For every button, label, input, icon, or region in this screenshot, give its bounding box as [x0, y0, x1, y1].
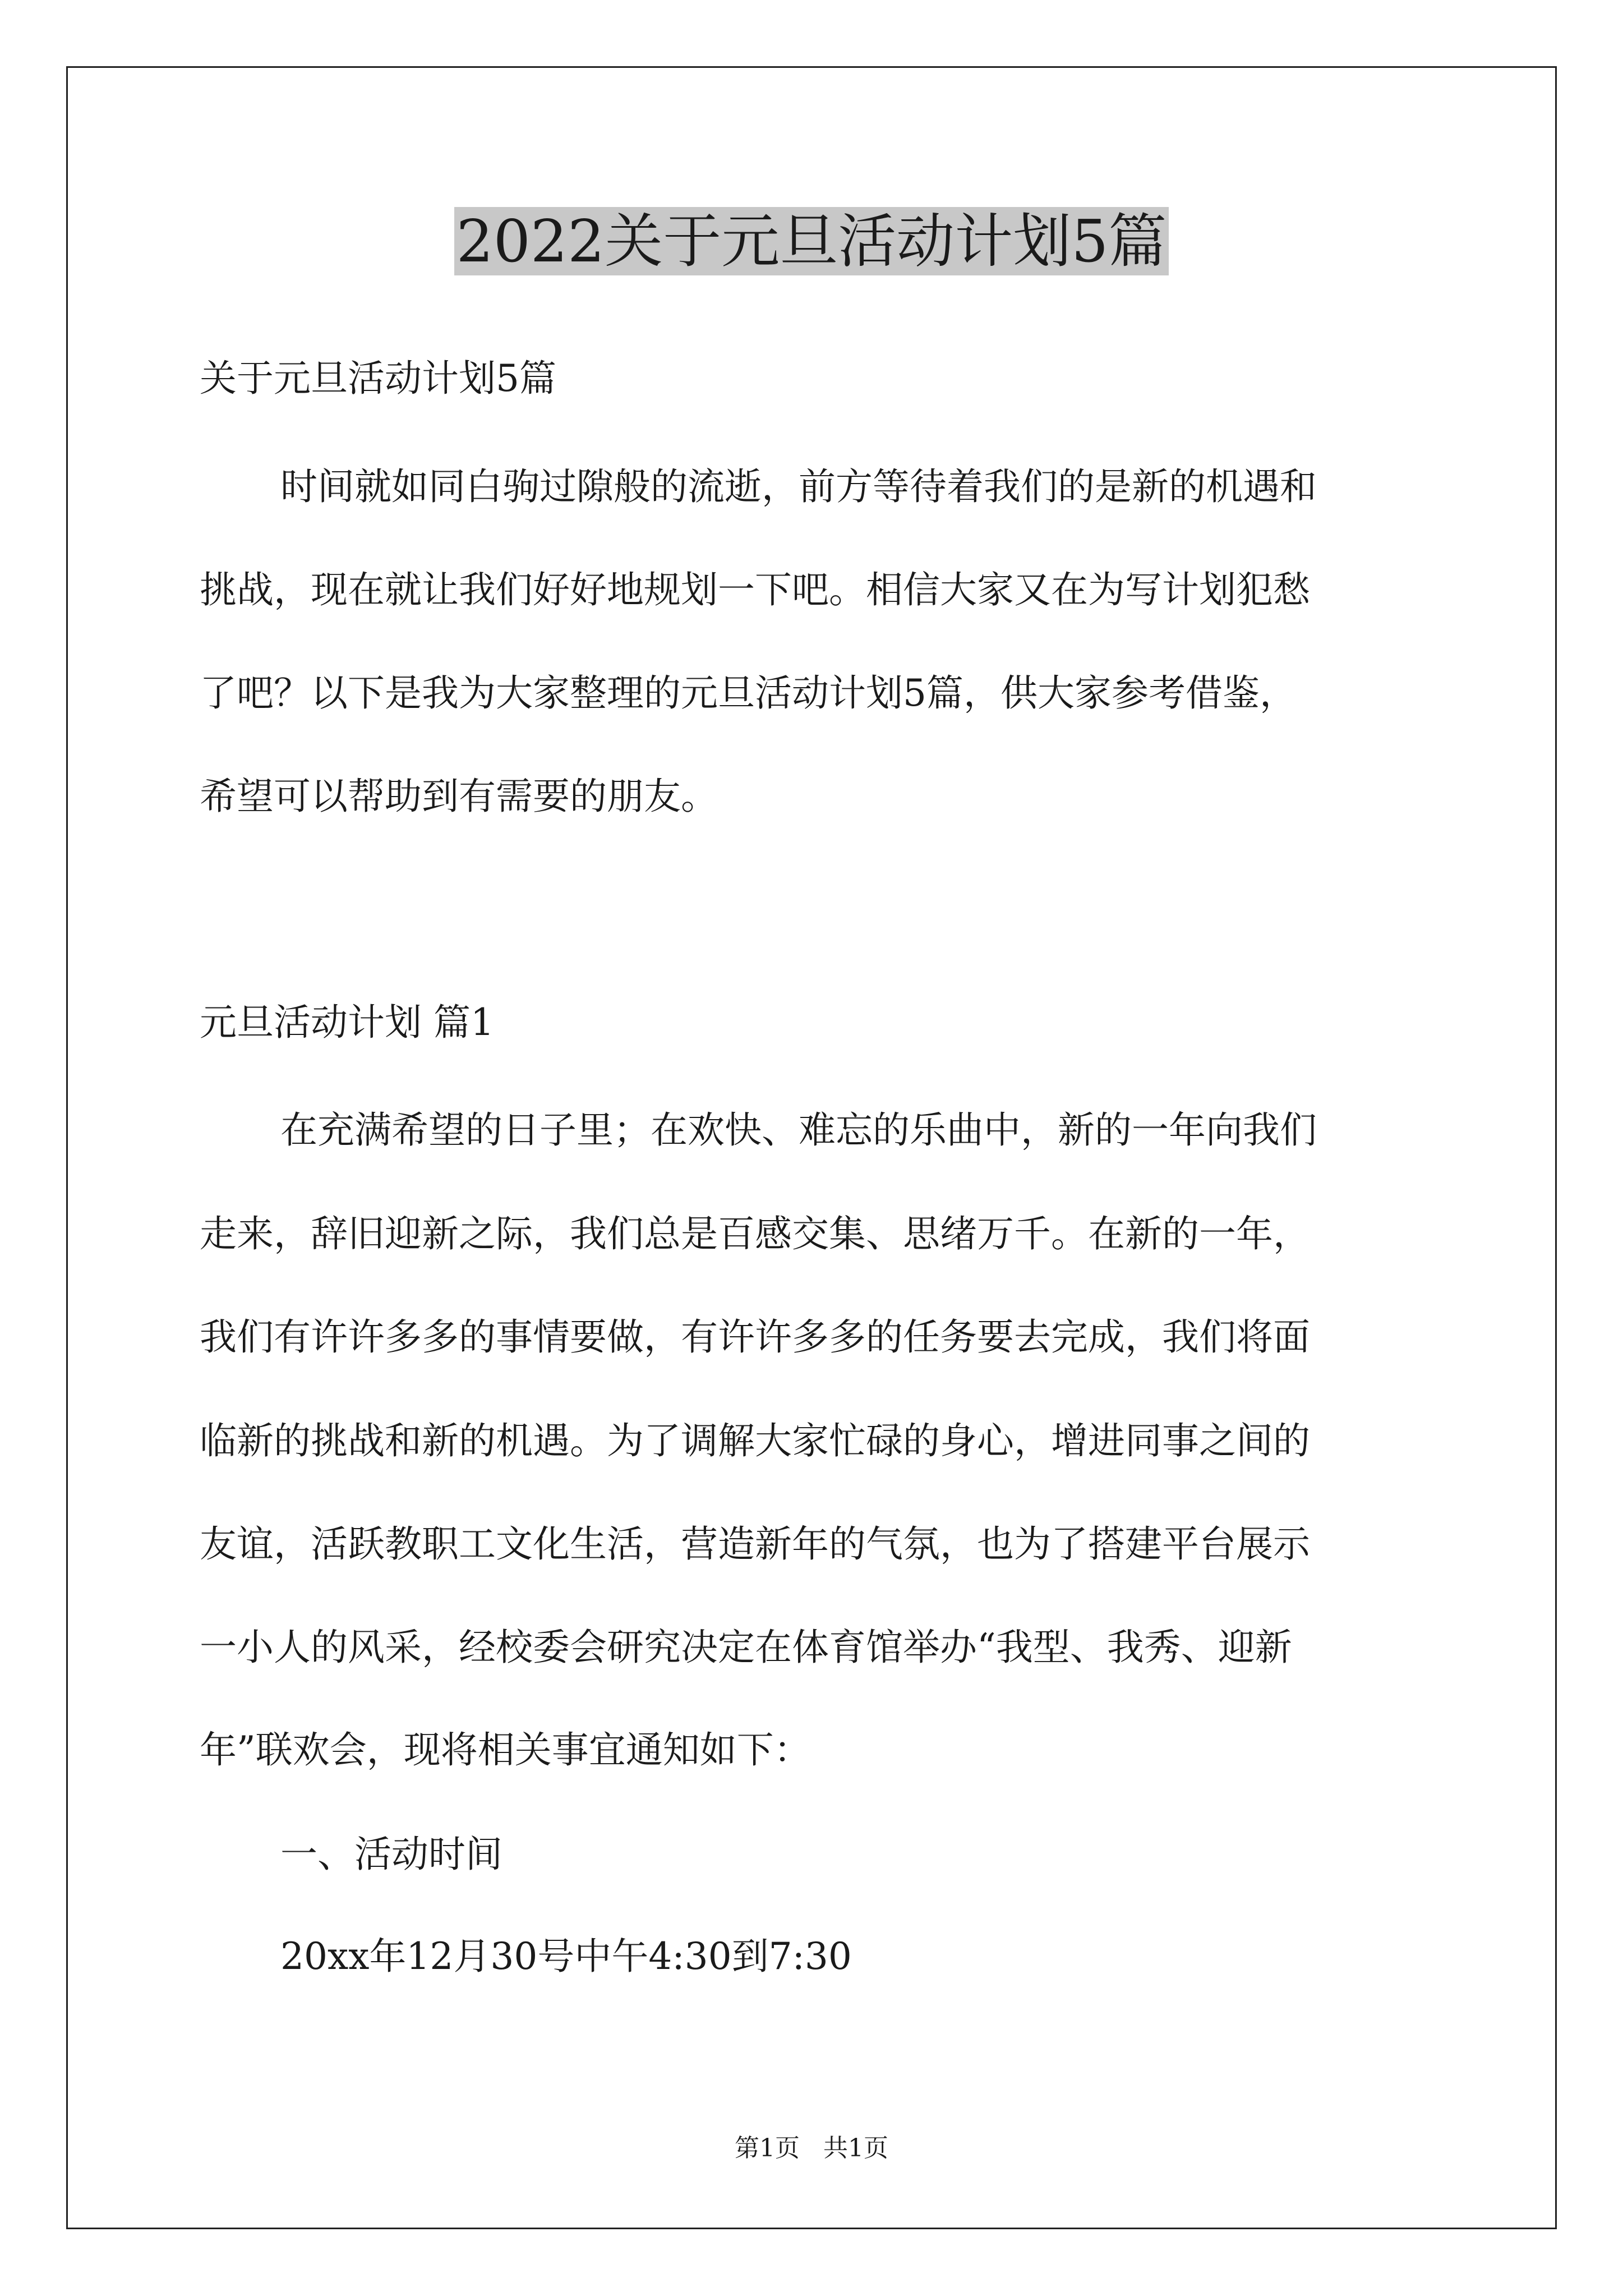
body-line: 友谊，活跃教职工文化生活，营造新年的气氛，也为了搭建平台展示	[200, 1522, 1310, 1566]
body-line: 年”联欢会，现将相关事宜通知如下：	[200, 1728, 811, 1772]
intro-line: 了吧？以下是我为大家整理的元旦活动计划5篇，供大家参考借鉴，	[200, 671, 1297, 715]
body-line: 在充满希望的日子里；在欢快、难忘的乐曲中，新的一年向我们	[280, 1108, 1317, 1152]
body-line: 一小人的风采，经校委会研究决定在体育馆举办“我型、我秀、迎新	[200, 1626, 1292, 1669]
body-line: 临新的挑战和新的机遇。为了调解大家忙碌的身心，增进同事之间的	[200, 1419, 1310, 1462]
document-title-text: 2022关于元旦活动计划5篇	[454, 207, 1169, 275]
intro-line: 希望可以帮助到有需要的朋友。	[200, 775, 718, 818]
body-line: 走来，辞旧迎新之际，我们总是百感交集、思绪万千。在新的一年，	[200, 1212, 1310, 1255]
item-heading: 一、活动时间	[280, 1833, 502, 1876]
intro-line: 挑战，现在就让我们好好地规划一下吧。相信大家又在为写计划犯愁	[200, 568, 1310, 611]
document-title	[0, 205, 1623, 278]
document-subtitle: 关于元旦活动计划5篇	[200, 357, 556, 400]
intro-line: 时间就如同白驹过隙般的流逝，前方等待着我们的是新的机遇和	[280, 465, 1317, 508]
item-text: 20xx年12月30号中午4:30到7:30	[280, 1935, 852, 1978]
body-line: 我们有许许多多的事情要做，有许许多多的任务要去完成，我们将面	[200, 1315, 1310, 1359]
section-heading: 元旦活动计划 篇1	[200, 1001, 494, 1044]
page-footer: 第1页 共1页	[735, 2134, 888, 2162]
